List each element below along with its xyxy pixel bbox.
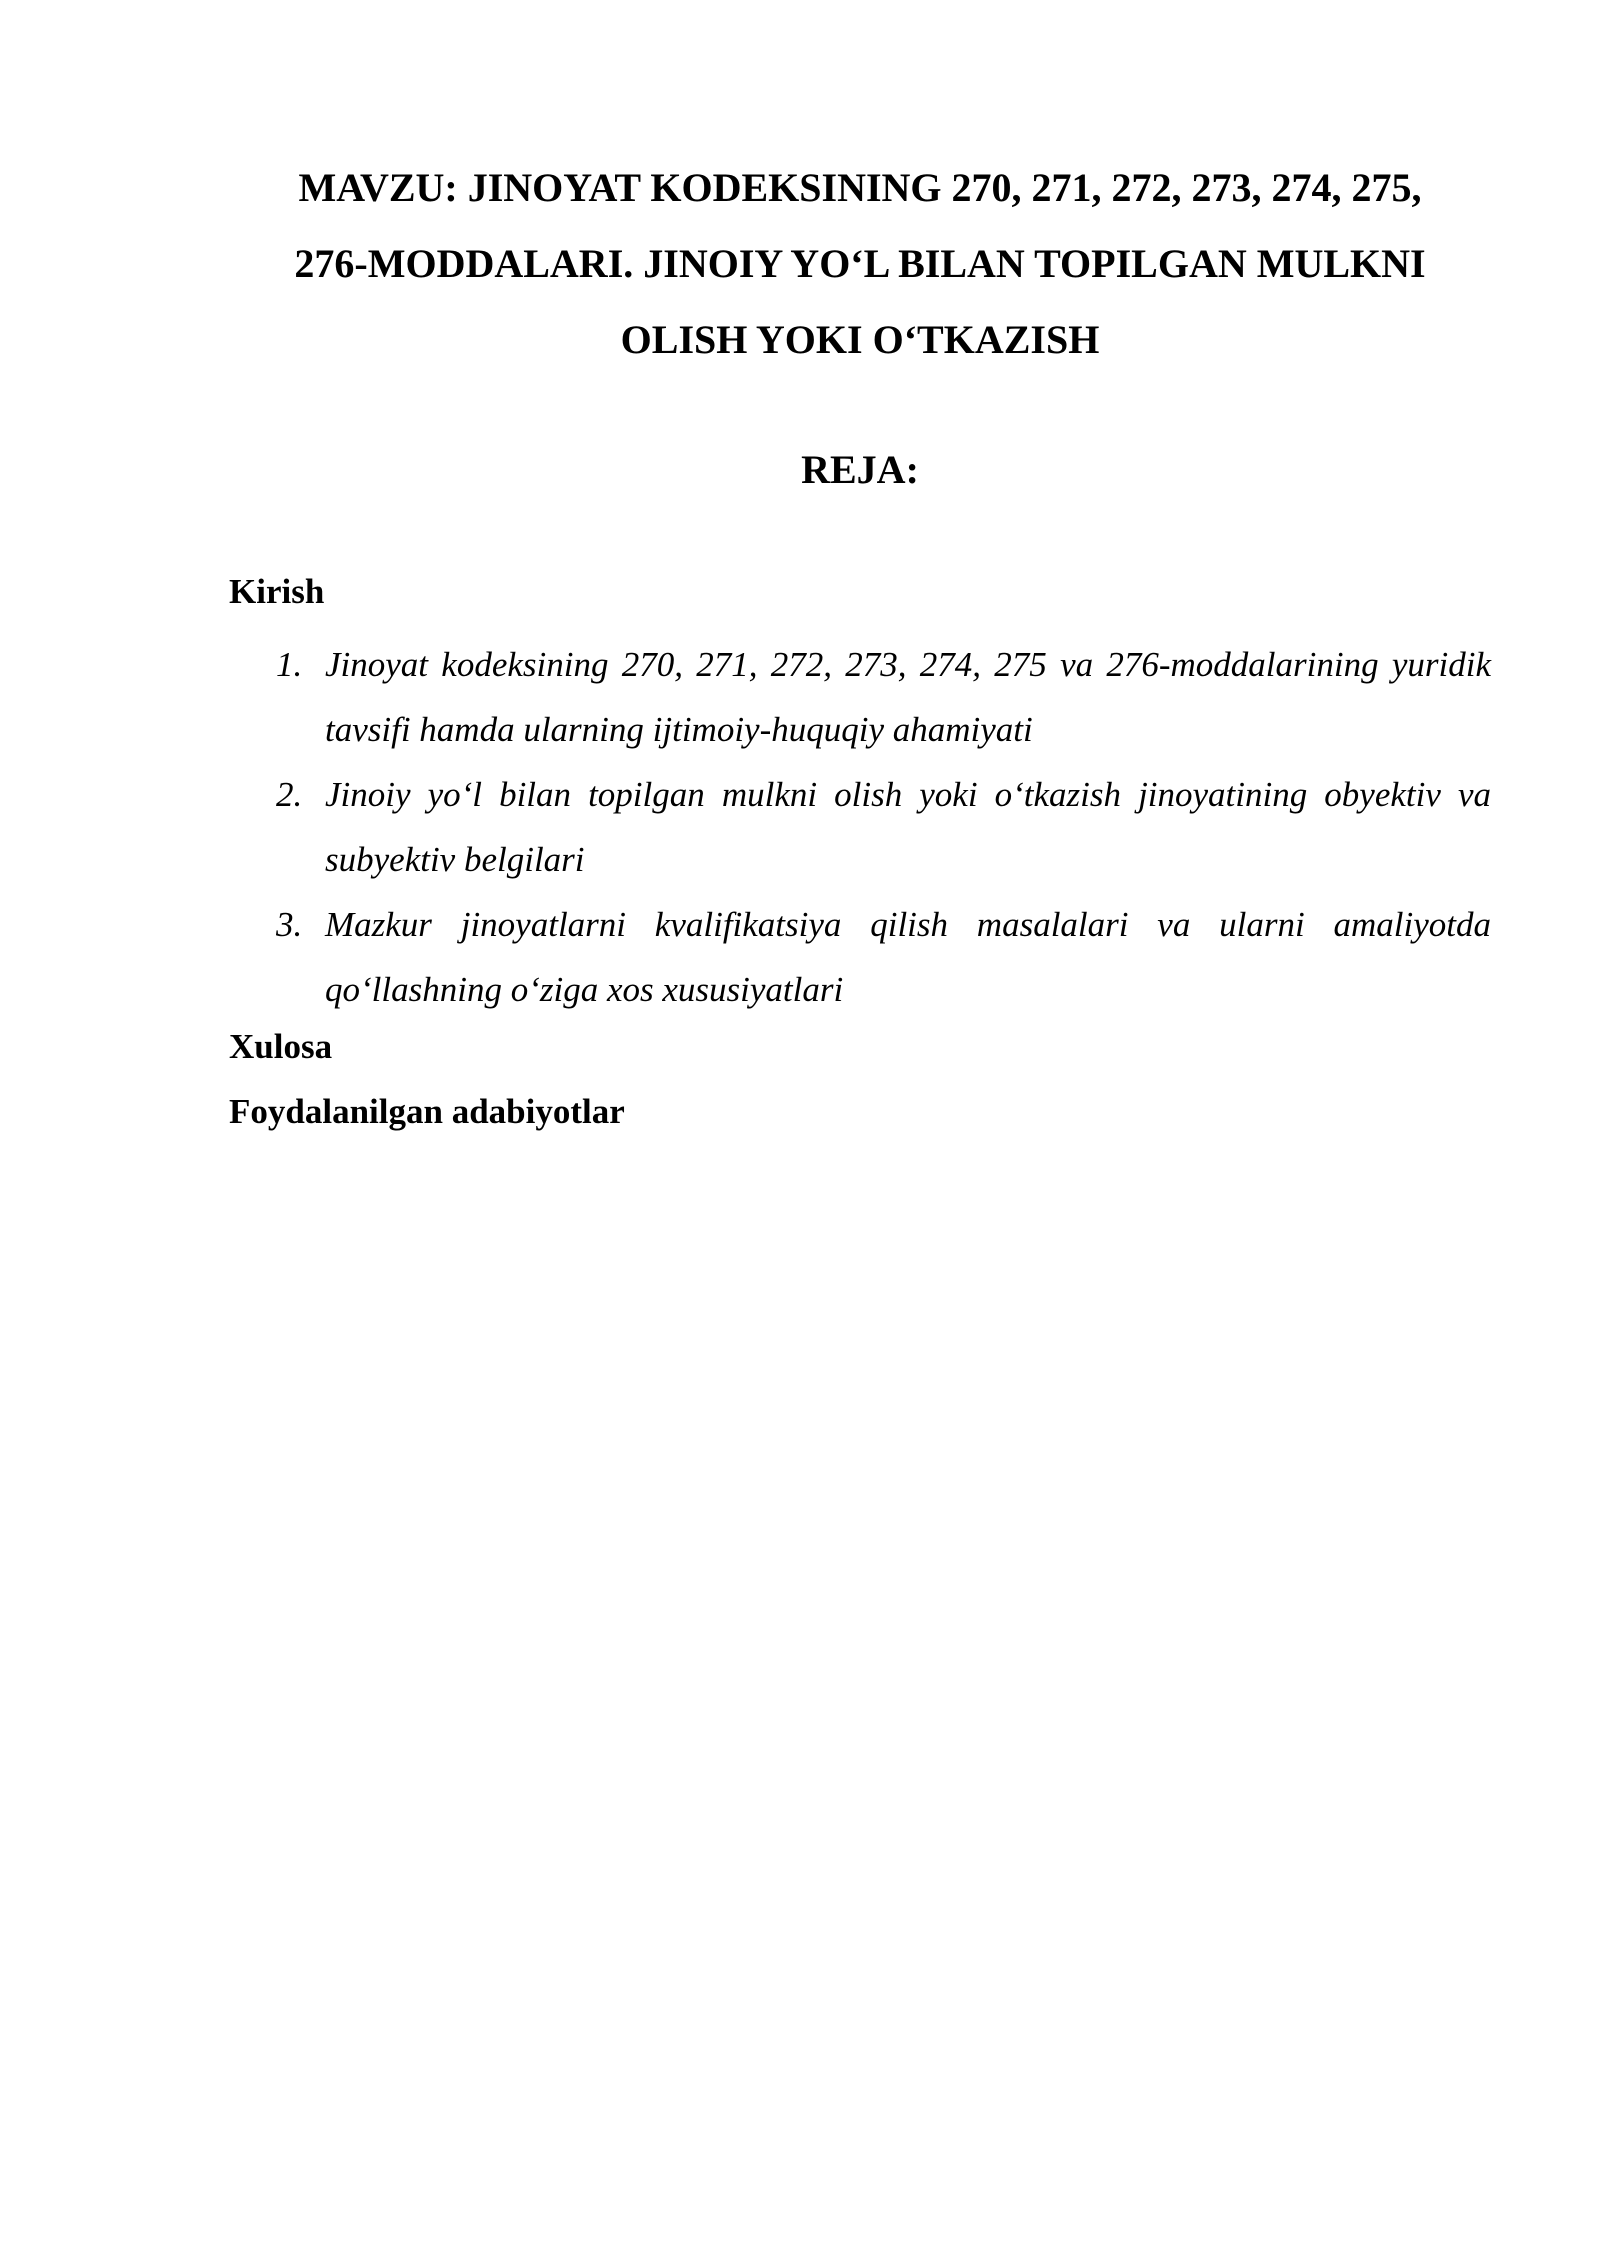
title-line: OLISH YOKI O‘TKAZISH (620, 317, 1100, 362)
plan-list (229, 632, 1491, 1022)
plan-item (229, 632, 1491, 762)
title-line: 276-MODDALARI. JINOIY YO‘L BILAN TOPILGAN MULKNI (294, 241, 1426, 286)
references-heading: Foydalanilgan adabiyotlar (229, 1092, 625, 1131)
plan-item-text: Jinoyat kodeksining 270, 271, 272, 273, 274, 275 va 276-moddalarining yuridik tavsifi hamda ularning ijtimoiy-huquqiy ahamiyati (325, 645, 1491, 749)
plan-item-text: Jinoiy yo‘l bilan topilgan mulkni olish yoki o‘tkazish jinoyatining obyektiv va subyektiv belgilari (325, 775, 1491, 879)
plan-item (229, 892, 1491, 1022)
intro-heading: Kirish (229, 572, 325, 611)
plan-item-number: 1. (276, 645, 303, 684)
plan-item-number: 2. (276, 775, 303, 814)
plan-item-number: 3. (276, 905, 303, 944)
title-line: MAVZU: JINOYAT KODEKSINING 270, 271, 272, 273, 274, 275, (298, 165, 1422, 210)
plan-heading: REJA: (801, 447, 919, 492)
plan-item-text: Mazkur jinoyatlarni kvalifikatsiya qilish masalalari va ularni amaliyotda qo‘llashning o‘ziga xos xususiyatlari (325, 905, 1491, 1009)
conclusion-heading: Xulosa (229, 1027, 333, 1066)
plan-item (229, 762, 1491, 892)
document-title (200, 150, 1520, 378)
